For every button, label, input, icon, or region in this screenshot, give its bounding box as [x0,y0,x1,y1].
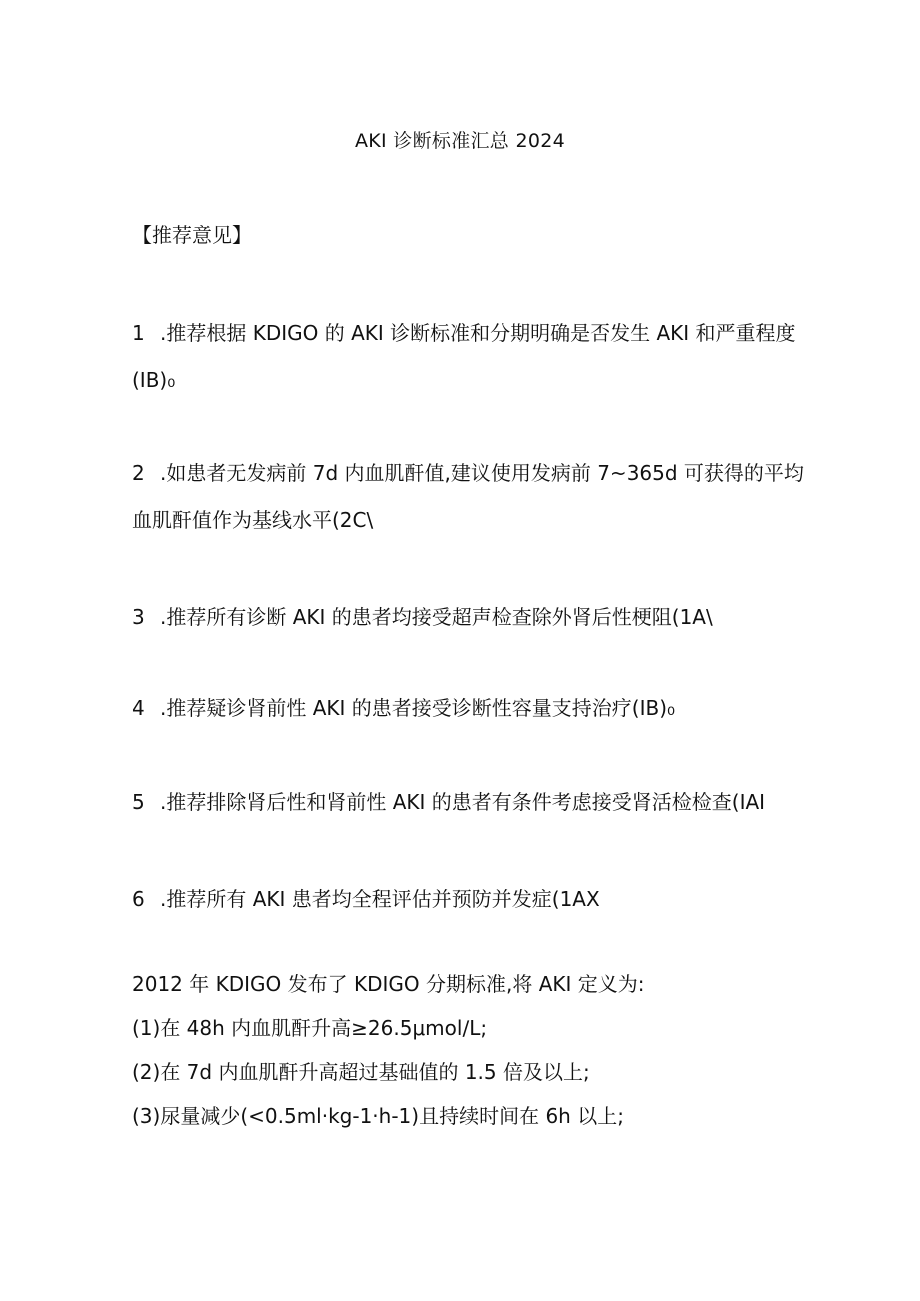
recommendation-line [132,310,796,357]
definition-block [132,974,645,1150]
recommendation-text: .推荐排除肾后性和肾前性 AKI 的患者有条件考虑接受肾活检检查(IAI [160,790,766,814]
recommendation-number: 6 [132,887,145,911]
recommendation-text-continued: (IB)₀ [132,368,176,392]
recommendation-1 [132,310,796,404]
section-heading: 【推荐意见】 [132,223,252,247]
recommendation-line [132,876,792,923]
recommendation-line [132,594,792,641]
recommendation-number: 3 [132,605,145,629]
recommendation-2 [132,450,804,544]
recommendation-3 [132,594,792,641]
recommendation-number: 1 [132,321,145,345]
recommendation-number: 5 [132,790,145,814]
definition-item-1: (1)在 48h 内血肌酐升高≥26.5μmol∕L; [132,1016,488,1040]
recommendation-line [132,685,792,732]
recommendation-6 [132,876,792,923]
recommendation-line [132,450,804,497]
definition-item-3: (3)尿量减少(<0.5ml·kg-1·h-1)且持续时间在 6h 以上; [132,1104,624,1128]
recommendation-line [132,779,792,826]
definition-intro: 2012 年 KDIGO 发布了 KDIGO 分期标准,将 AKI 定义为: [132,972,645,996]
recommendation-text: .推荐疑诊肾前性 AKI 的患者接受诊断性容量支持治疗(IB)₀ [160,696,676,720]
recommendation-4 [132,685,792,732]
recommendation-text: .如患者无发病前 7d 内血肌酐值,建议使用发病前 7~365d 可获得的平均 [160,461,804,485]
recommendation-text: .推荐根据 KDIGO 的 AKI 诊断标准和分期明确是否发生 AKI 和严重程度 [160,321,796,345]
recommendation-text: .推荐所有诊断 AKI 的患者均接受超声检查除外肾后性梗阻(1A\ [160,605,713,629]
recommendation-number: 4 [132,696,145,720]
definition-item-2: (2)在 7d 内血肌酐升高超过基础值的 1.5 倍及以上; [132,1060,590,1084]
recommendation-number: 2 [132,461,145,485]
recommendation-text-continued: 血肌酐值作为基线水平(2C\ [132,508,374,532]
recommendation-5 [132,779,792,826]
document-title: AKI 诊断标准汇总 2024 [355,130,565,152]
recommendation-text: .推荐所有 AKI 患者均全程评估并预防并发症(1AX [160,887,600,911]
